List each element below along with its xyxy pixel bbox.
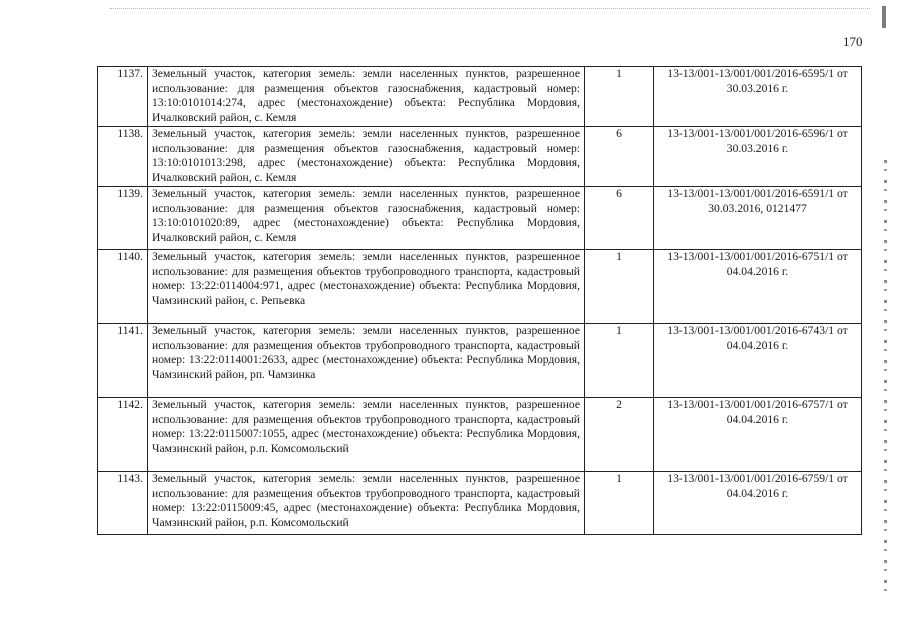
registration-record: 13-13/001-13/001/001/2016-6591/1 от 30.03.2016, 0121477 (654, 187, 862, 250)
object-description: Земельный участок, категория земель: земли населенных пунктов, разрешенное использование: для размещения объектов трубопроводного транспорта, кадастровый номер: 13:22:0115007:1055, адрес (местонахождение) объекта: Республика Мордовия, Чамзинский район, р.п. Комсомольский (148, 398, 585, 472)
page-number: 170 (843, 34, 863, 49)
registry-table (97, 66, 862, 535)
registration-record: 13-13/001-13/001/001/2016-6757/1 от 04.04.2016 г. (654, 398, 862, 472)
scan-artifact-corner (882, 6, 886, 28)
quantity: 2 (585, 398, 654, 472)
quantity: 6 (585, 127, 654, 187)
scan-artifact-top (110, 8, 870, 11)
row-number: 1139. (98, 187, 148, 250)
table-row (98, 187, 862, 250)
row-number: 1140. (98, 250, 148, 324)
table-row (98, 324, 862, 398)
object-description: Земельный участок, категория земель: земли населенных пунктов, разрешенное использование: для размещения объектов трубопроводного транспорта, кадастровый номер: 13:22:0114001:2633, адрес (местонахождение) объекта: Республика Мордовия, Чамзинский район, рп. Чамзинка (148, 324, 585, 398)
row-number: 1142. (98, 398, 148, 472)
object-description: Земельный участок, категория земель: земли населенных пунктов, разрешенное использование: для размещения объектов трубопроводного транспорта, кадастровый номер: 13:22:0115009:45, адрес (местонахождение) объекта: Республика Мордовия, Чамзинский район, р.п. Комсомольский (148, 472, 585, 535)
quantity: 1 (585, 472, 654, 535)
registration-record: 13-13/001-13/001/001/2016-6751/1 от 04.04.2016 г. (654, 250, 862, 324)
table-row (98, 398, 862, 472)
row-number: 1138. (98, 127, 148, 187)
registration-record: 13-13/001-13/001/001/2016-6595/1 от 30.03.2016 г. (654, 67, 862, 127)
object-description: Земельный участок, категория земель: земли населенных пунктов, разрешенное использование: для размещения объектов газоснабжения, кадастровый номер: 13:10:0101020:89, адрес (местонахождение) объекта: Республика Мордовия, Ичалковский район, с. Кемля (148, 187, 585, 250)
object-description: Земельный участок, категория земель: земли населенных пунктов, разрешенное использование: для размещения объектов газоснабжения, кадастровый номер: 13:10:0101013:298, адрес (местонахождение) объекта: Республика Мордовия, Ичалковский район, с. Кемля (148, 127, 585, 187)
row-number: 1137. (98, 67, 148, 127)
quantity: 1 (585, 67, 654, 127)
registration-record: 13-13/001-13/001/001/2016-6759/1 от 04.04.2016 г. (654, 472, 862, 535)
object-description: Земельный участок, категория земель: земли населенных пунктов, разрешенное использование: для размещения объектов газоснабжения, кадастровый номер: 13:10:0101014:274, адрес (местонахождение) объекта: Республика Мордовия, Ичалковский район, с. Кемля (148, 67, 585, 127)
table-row (98, 67, 862, 127)
scan-artifact-edge (884, 160, 887, 600)
object-description: Земельный участок, категория земель: земли населенных пунктов, разрешенное использование: для размещения объектов трубопроводного транспорта, кадастровый номер: 13:22:0114004:971, адрес (местонахождение) объекта: Республика Мордовия, Чамзинский район, с. Репьевка (148, 250, 585, 324)
table-row (98, 127, 862, 187)
row-number: 1143. (98, 472, 148, 535)
registration-record: 13-13/001-13/001/001/2016-6596/1 от 30.03.2016 г. (654, 127, 862, 187)
quantity: 6 (585, 187, 654, 250)
table-row (98, 250, 862, 324)
registration-record: 13-13/001-13/001/001/2016-6743/1 от 04.04.2016 г. (654, 324, 862, 398)
quantity: 1 (585, 324, 654, 398)
table-row (98, 472, 862, 535)
quantity: 1 (585, 250, 654, 324)
row-number: 1141. (98, 324, 148, 398)
